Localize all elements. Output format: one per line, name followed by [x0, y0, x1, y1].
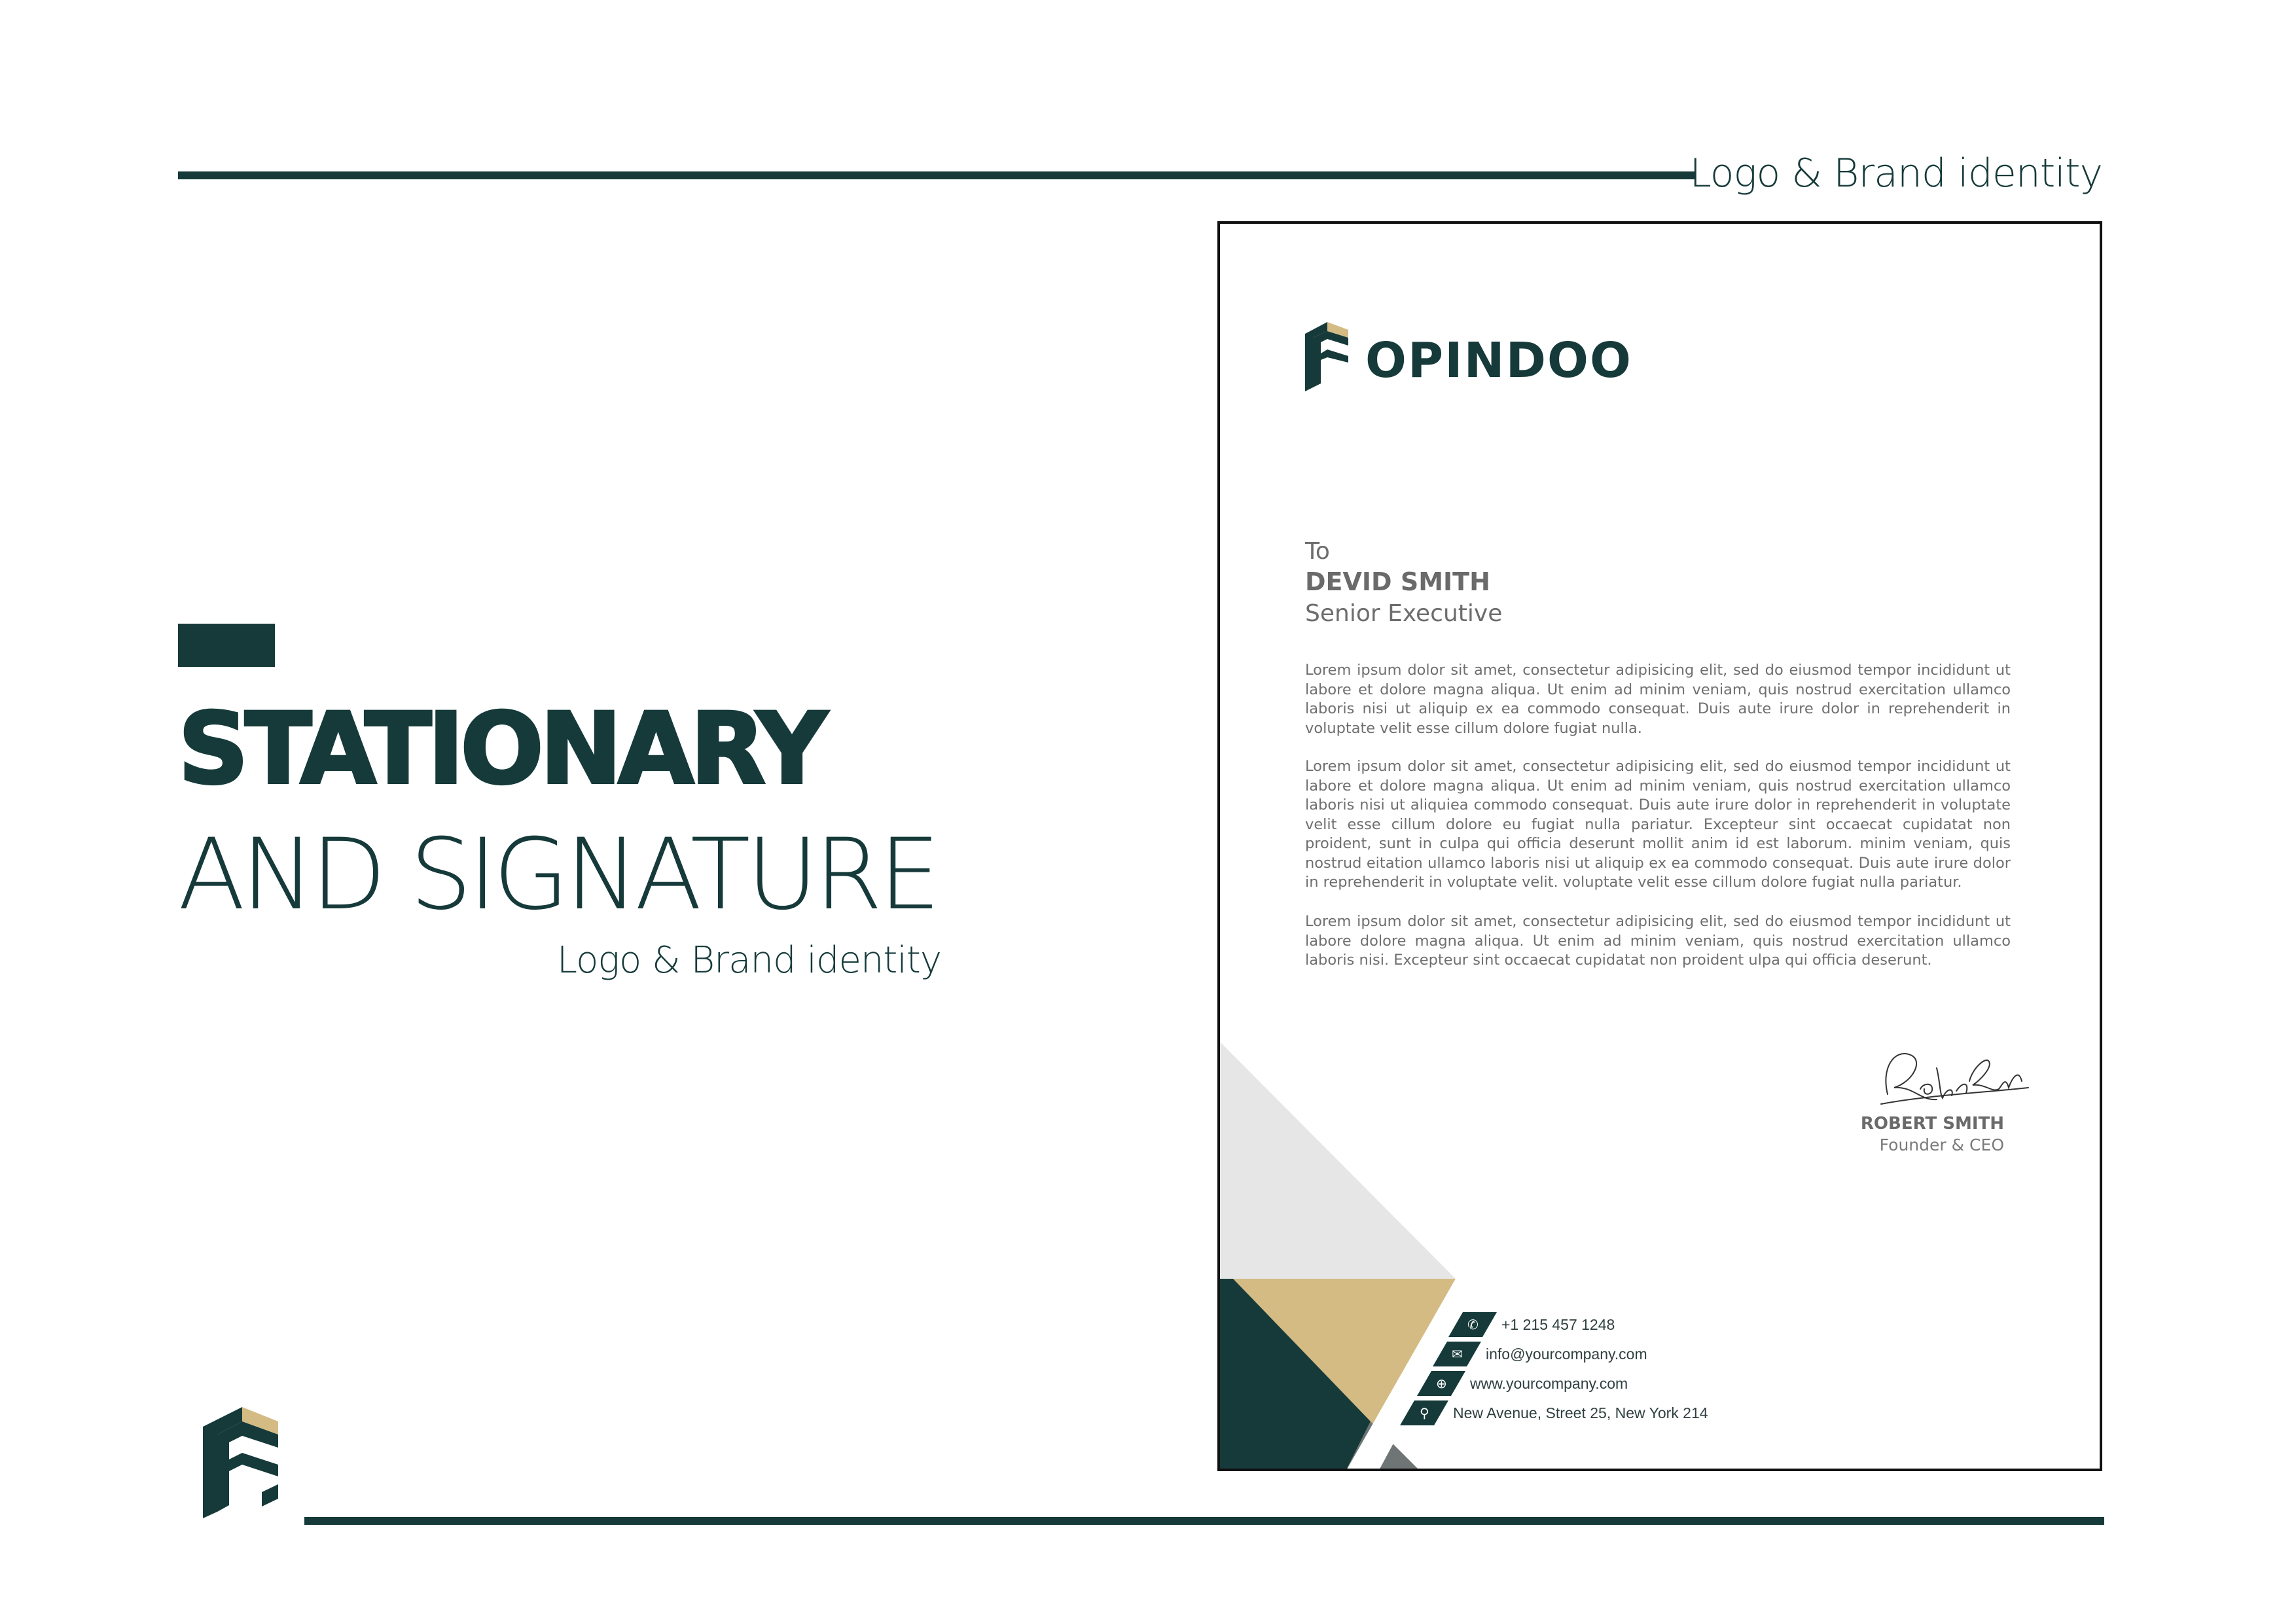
accent-block [178, 624, 275, 667]
contact-web-text: www.yourcompany.com [1470, 1374, 1628, 1392]
contact-address [1407, 1400, 1708, 1426]
letterhead-logo [1305, 322, 1632, 394]
brand-name: OPINDOO [1365, 332, 1632, 389]
contact-address-text: New Avenue, Street 25, New York 214 [1453, 1404, 1708, 1421]
header-title: Logo & Brand identity [1689, 151, 2102, 196]
handwritten-signature [1874, 1042, 2032, 1114]
to-label: To [1305, 538, 1330, 565]
phone-icon: ✆ [1448, 1312, 1497, 1337]
signer-name: ROBERT SMITH [1860, 1114, 2004, 1133]
brand-logo-mark [203, 1407, 295, 1518]
body-paragraph: Lorem ipsum dolor sit amet, consectetur adipisicing elit, sed do eiusmod tempor incididunt ut labore et dolore magna aliqua. Ut enim ad minim veniam, quis nostrud exercitation ullamco laboris nisi ut aliquiea commodo consequat. Duis aute irure dolor in reprehenderit in voluptate velit esse cillum dolore eu fugiat nulla pariatur. Excepteur sint occaecat cupidatat non proident, sunt in culpa qui officia deserunt mollit anim id est laborum. minim veniam, quis nostrud eitation ullamco laboris nisi ut aliquip ex ea commodo consequat. Duis aute irure dolor in reprehenderit in voluptate velit. voluptate velit esse cillum dolore fugiat nulla pariatur. [1305, 758, 2011, 891]
recipient-name: DEVID SMITH [1305, 567, 1490, 596]
signer-role: Founder & CEO [1879, 1135, 2004, 1154]
hero-tagline: Logo & Brand identity [556, 939, 941, 982]
contact-phone-text: +1 215 457 1248 [1501, 1315, 1615, 1333]
recipient-title: Senior Executive [1305, 600, 1503, 627]
body-paragraph: Lorem ipsum dolor sit amet, consectetur adipisicing elit, sed do eiusmod tempor incididunt ut labore dolore magna aliqua. Ut enim ad minim veniam, quis nostrud exercitation ullamco laboris nisi. Excepteur sint occaecat cupidatat non proident ulpa qui officia deserunt. [1305, 913, 2011, 969]
globe-icon: ⊕ [1417, 1371, 1465, 1396]
email-icon: ✉ [1433, 1342, 1481, 1366]
contact-phone [1456, 1311, 1615, 1338]
body-paragraph: Lorem ipsum dolor sit amet, consectetur adipisicing elit, sed do eiusmod tempor incididunt ut labore et dolore magna aliqua. Ut enim ad minim veniam, quis nostrud exercitation ullamco laboris nisi ut aliquip ex ea commodo consequat. Duis aute irure dolor in reprehenderit in voluptate velit esse cillum dolore fugiat nulla. [1305, 662, 2011, 737]
contact-email-text: info@yourcompany.com [1486, 1345, 1647, 1363]
logo-mark-icon [1305, 322, 1357, 394]
bottom-rule [304, 1517, 2104, 1525]
hero-subtitle: AND SIGNATURE [178, 818, 937, 932]
contact-web [1424, 1370, 1628, 1397]
hero-title: STATIONARY [178, 692, 824, 806]
top-rule [178, 171, 1695, 179]
location-pin-icon: ⚲ [1400, 1400, 1448, 1425]
contact-email [1440, 1341, 1647, 1367]
letterhead-page [1217, 221, 2102, 1471]
